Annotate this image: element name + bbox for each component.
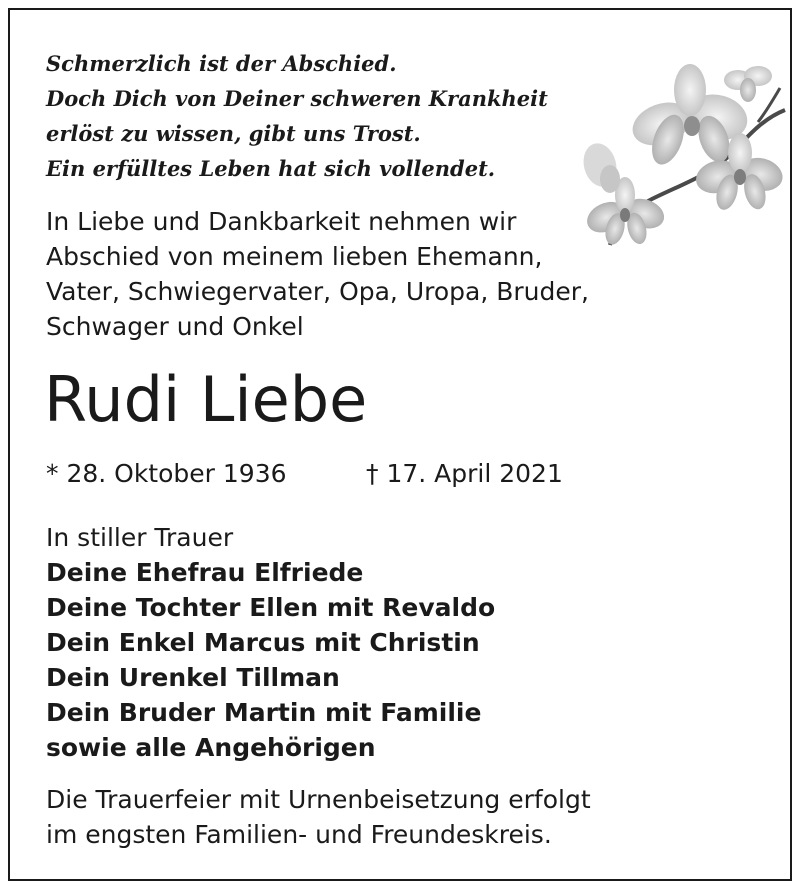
mourner-line: Dein Enkel Marcus mit Christin (46, 628, 480, 657)
verse-line: Doch Dich von Deiner schweren Krankheit (46, 86, 548, 111)
funeral-note (46, 782, 591, 852)
memorial-verse (46, 46, 548, 186)
intro-line: Abschied von meinem lieben Ehemann, (46, 242, 543, 271)
deceased-name: Rudi Liebe (44, 363, 368, 436)
funeral-line: im engsten Familien- und Freundeskreis. (46, 820, 552, 849)
funeral-line: Die Trauerfeier mit Urnenbeisetzung erfolgt (46, 785, 591, 814)
mourner-line: Deine Ehefrau Elfriede (46, 558, 364, 587)
verse-line: erlöst zu wissen, gibt uns Trost. (46, 121, 421, 146)
mourners-list (46, 555, 495, 765)
intro-line: Vater, Schwiegervater, Opa, Uropa, Bruder, (46, 277, 589, 306)
obituary-card (8, 8, 792, 881)
mourner-line: sowie alle Angehörigen (46, 733, 376, 762)
intro-text (46, 204, 589, 344)
mourner-line: Dein Bruder Martin mit Familie (46, 698, 482, 727)
verse-line: Ein erfülltes Leben hat sich vollendet. (46, 156, 496, 181)
intro-line: In Liebe und Dankbarkeit nehmen wir (46, 207, 517, 236)
intro-line: Schwager und Onkel (46, 312, 304, 341)
death-date: † 17. April 2021 (366, 459, 563, 488)
birth-date: * 28. Oktober 1936 (46, 459, 287, 488)
orchid-icon (570, 50, 790, 260)
mourner-line: Deine Tochter Ellen mit Revaldo (46, 593, 496, 622)
mourning-lead: In stiller Trauer (46, 523, 234, 552)
verse-line: Schmerzlich ist der Abschied. (46, 51, 397, 76)
mourner-line: Dein Urenkel Tillman (46, 663, 340, 692)
